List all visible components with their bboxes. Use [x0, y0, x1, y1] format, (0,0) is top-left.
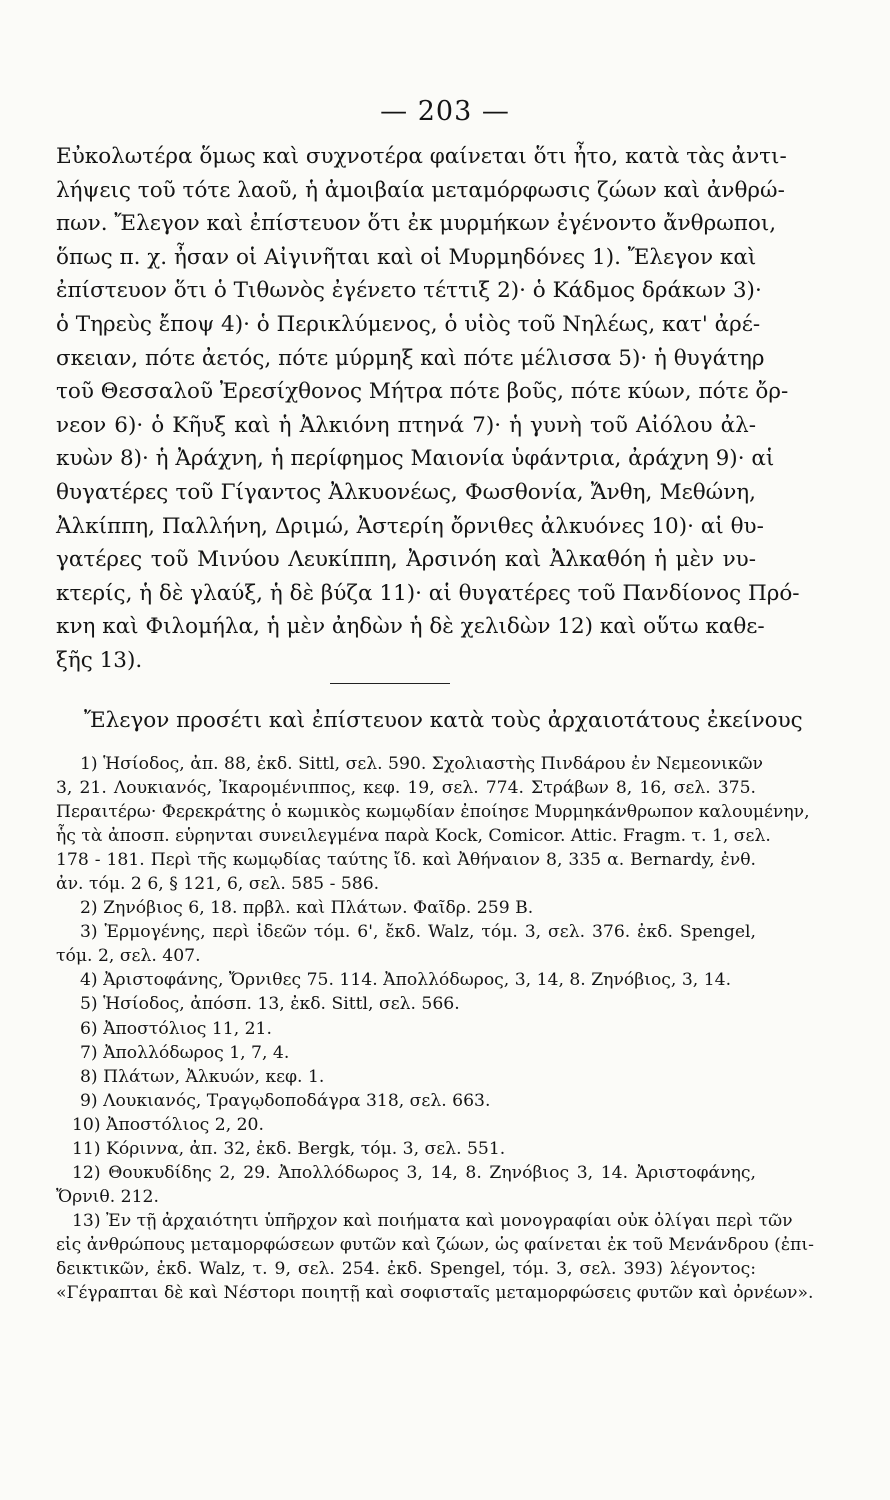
footnote-line: δεικτικῶν, ἐκδ. Walz, τ. 9, σελ. 254. ἐκδ. Spengel, τόμ. 3, σελ. 393) λέγοντος: [56, 1258, 756, 1279]
main-text [56, 140, 800, 678]
main-line: κτερίς, ἡ δὲ γλαύξ, ἡ δὲ βύζα 11)· αἱ θυγατέρες τοῦ Πανδίονος Πρό- [56, 580, 800, 606]
footnote-line: 7) Ἀπολλόδωρος 1, 7, 4. [80, 1042, 290, 1063]
footnote-10 [56, 1113, 756, 1137]
continuation-line: Ἔλεγον προσέτι καὶ ἐπίστευον κατὰ τοὺς ἀρχαιοτάτους ἐκείνους [84, 708, 803, 733]
footnote-line: 1) Ἡσίοδος, ἀπ. 88, ἐκδ. Sittl, σελ. 590. Σχολιαστὴς Πινδάρου ἐν Νεμεονικῶν [80, 754, 763, 774]
main-line: ὅπως π. χ. ἦσαν οἱ Αἰγινῆται καὶ οἱ Μυρμηδόνες 1). Ἔλεγον καὶ [56, 244, 757, 270]
footnote-1 [56, 752, 810, 896]
main-line: κυὼν 8)· ἡ Ἀράχνη, ἡ περίφημος Μαιονία ὑφάντρια, ἀράχνη 9)· αἱ [56, 446, 775, 472]
footnote-8 [56, 1065, 756, 1089]
main-line: ἐπίστευον ὅτι ὁ Τιθωνὸς ἐγένετο τέττιξ 2)· ὁ Κάδμος δράκων 3)· [56, 278, 762, 304]
footnote-9 [56, 1089, 756, 1113]
main-line: νεον 6)· ὁ Κῆυξ καὶ ἡ Ἀλκιόνη πτηνά 7)· ἡ γυνὴ τοῦ Αἰόλου ἀλ- [56, 412, 756, 438]
footnote-line: τόμ. 2, σελ. 407. [56, 946, 201, 967]
main-line: γατέρες τοῦ Μινύου Λευκίππη, Ἀρσινόη καὶ Ἀλκαθόη ἡ μὲν νυ- [56, 547, 756, 573]
footnote-2 [56, 896, 756, 920]
main-line: πων. Ἔλεγον καὶ ἐπίστευον ὅτι ἐκ μυρμήκων ἐγένοντο ἄνθρωποι, [56, 211, 777, 237]
footnote-line: εἰς ἀνθρώπους μεταμορφώσεων φυτῶν καὶ ζώων, ὡς φαίνεται ἐκ τοῦ Μενάνδρου (ἐπι- [56, 1234, 814, 1255]
footnotes [56, 752, 814, 1305]
footnote-line: 178 - 181. Περὶ τῆς κωμῳδίας ταύτης ἴδ. καὶ Ἀθήναιον 8, 335 α. Bernardy, ἐνθ. [56, 850, 756, 871]
footnote-line: ἀν. τόμ. 2 6, § 121, 6, σελ. 585 - 586. [56, 874, 380, 895]
main-line: Εὐκολωτέρα ὅμως καὶ συχνοτέρα φαίνεται ὅτι ἦτο, κατὰ τὰς ἀντι- [56, 144, 787, 169]
continuation-text [56, 704, 803, 738]
footnote-line: 10) Ἀποστόλιος 2, 20. [72, 1114, 264, 1135]
footnote-line: 3, 21. Λουκιανός, Ἰκαρομένιππος, κεφ. 19, σελ. 774. Στράβων 8, 16, σελ. 375. [56, 778, 756, 799]
section-divider [330, 683, 450, 684]
footnote-line: 3) Ἑρμογένης, περὶ ἰδεῶν τόμ. 6', ἔκδ. Walz, τόμ. 3, σελ. 376. ἐκδ. Spengel, [80, 922, 756, 943]
main-line: ὁ Τηρεὺς ἔποψ 4)· ὁ Περικλύμενος, ὁ υἱὸς τοῦ Νηλέως, κατ' ἀρέ- [56, 311, 761, 337]
main-line: σκειαν, πότε ἀετός, πότε μύρμηξ καὶ πότε μέλισσα 5)· ἡ θυγάτηρ [56, 345, 765, 371]
footnote-7 [56, 1041, 756, 1065]
main-line: κνη καὶ Φιλομήλα, ἡ μὲν ἀηδὼν ἡ δὲ χελιδὼν 12) καὶ οὕτω καθε- [56, 614, 765, 640]
page-number: — 203 — [380, 96, 510, 127]
footnote-line: 6) Ἀποστόλιος 11, 21. [80, 1018, 272, 1039]
footnote-line: Περαιτέρω· Φερεκράτης ὁ κωμικὸς κωμῳδίαν ἐποίησε Μυρμηκάνθρωπον καλουμένην, [56, 802, 810, 823]
footnote-line: 2) Ζηνόβιος 6, 18. πρβλ. καὶ Πλάτων. Φαῖδρ. 259 B. [80, 898, 534, 919]
footnote-line: ἧς τὰ ἀποσπ. εὑρηνται συνειλεγμένα παρὰ Kock, Comicor. Attic. Fragm. τ. 1, σελ. [56, 826, 771, 847]
main-line: ξῆς 13). [56, 647, 143, 673]
footnote-line: 11) Κόριννα, ἀπ. 32, ἐκδ. Bergk, τόμ. 3, σελ. 551. [72, 1138, 506, 1159]
footnote-5 [56, 992, 756, 1016]
footnote-4 [56, 968, 756, 992]
footnote-line: 5) Ἡσίοδος, ἀπόσπ. 13, ἐκδ. Sittl, σελ. 566. [80, 994, 460, 1015]
footnote-line: 13) Ἐν τῇ ἀρχαιότητι ὑπῆρχον καὶ ποιήματα καὶ μονογραφίαι οὐκ ὀλίγαι περὶ τῶν [72, 1210, 793, 1231]
footnote-line: Ὄρνιθ. 212. [56, 1186, 159, 1207]
main-line: τοῦ Θεσσαλοῦ Ἐρεσίχθονος Μήτρα πότε βοῦς, πότε κύων, πότε ὄρ- [56, 379, 789, 405]
footnote-13 [56, 1209, 814, 1305]
footnote-line: «Γέγραπται δὲ καὶ Νέστορι ποιητῇ καὶ σοφισταῖς μεταμορφώσεις φυτῶν καὶ ὀρνέων». [56, 1283, 814, 1304]
footnote-line: 9) Λουκιανός, Τραγῳδοποδάγρα 318, σελ. 663. [80, 1090, 491, 1111]
footnote-12 [56, 1161, 756, 1209]
footnote-line: 8) Πλάτων, Ἀλκυών, κεφ. 1. [80, 1066, 325, 1087]
footnote-line: 12) Θουκυδίδης 2, 29. Ἀπολλόδωρος 3, 14, 8. Ζηνόβιος 3, 14. Ἀριστοφάνης, [72, 1162, 756, 1183]
footnote-line: 4) Ἀριστοφάνης, Ὄρνιθες 75. 114. Ἀπολλόδωρος, 3, 14, 8. Ζηνόβιος, 3, 14. [80, 970, 732, 991]
main-line: λήψεις τοῦ τότε λαοῦ, ἡ ἀμοιβαία μεταμόρφωσις ζώων καὶ ἀνθρώ- [56, 177, 785, 203]
footnote-3 [56, 920, 756, 968]
main-line: θυγατέρες τοῦ Γίγαντος Ἀλκυονέως, Φωσθονία, Ἄνθη, Μεθώνη, [56, 479, 756, 505]
main-line: Ἀλκίππη, Παλλήνη, Δριμώ, Ἀστερίη ὄρνιθες ἀλκυόνες 10)· αἱ θυ- [56, 513, 764, 539]
footnote-11 [56, 1137, 756, 1161]
footnote-6 [56, 1017, 756, 1041]
